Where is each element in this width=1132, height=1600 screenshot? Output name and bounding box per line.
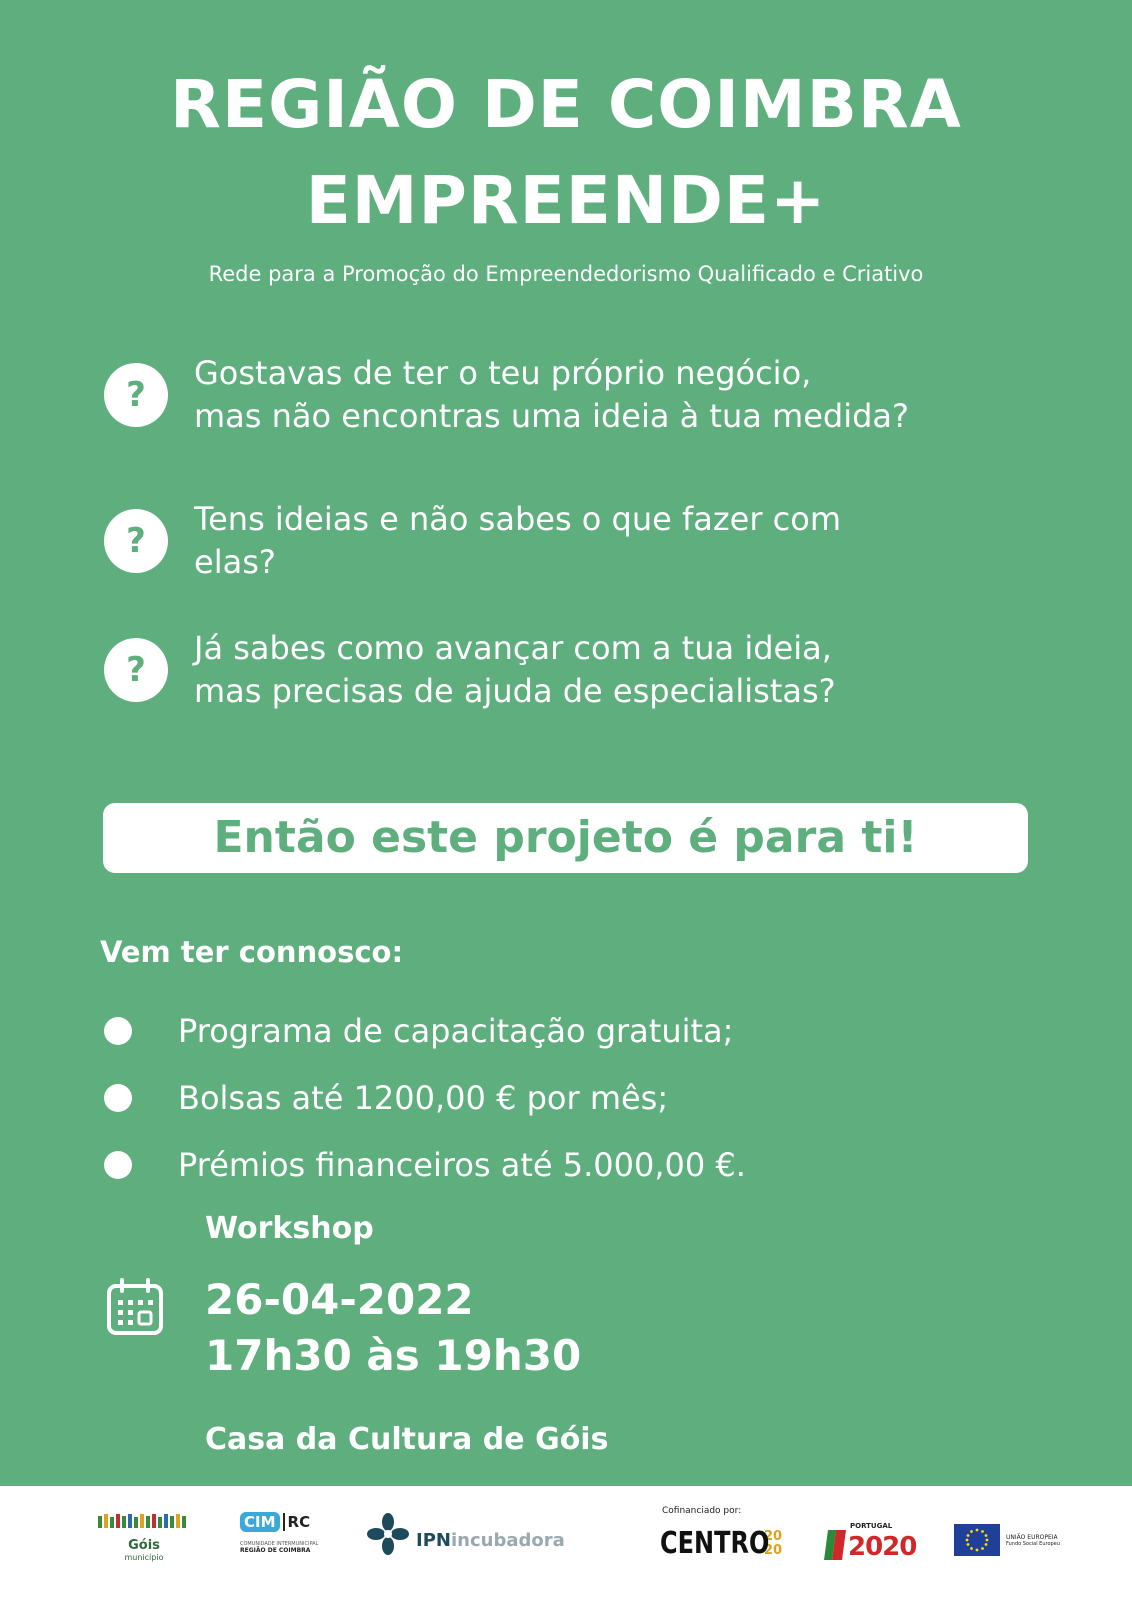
- question-icon: ?: [104, 509, 168, 573]
- vem-heading: Vem ter connosco:: [100, 935, 404, 969]
- bullet-text: Programa de capacitação gratuita;: [178, 1012, 734, 1050]
- question-1-line-1: Gostavas de ter o teu próprio negócio,: [194, 354, 812, 392]
- eu-flag-icon: [954, 1524, 1000, 1556]
- title-line-2: EMPREENDE+: [305, 162, 827, 239]
- centro-text: CENTRO: [660, 1526, 770, 1561]
- incubadora-text: incubadora: [450, 1530, 565, 1551]
- portugal2020-logo: [824, 1522, 934, 1566]
- ipn-logo: [366, 1512, 596, 1562]
- question-1: [104, 352, 1024, 438]
- cim-subtext-2: REGIÃO DE COIMBRA: [240, 1547, 311, 1554]
- footer-logos: [0, 1486, 1132, 1600]
- bullet-item: [104, 1012, 733, 1050]
- event-date: 26-04-2022: [205, 1275, 474, 1324]
- question-2: [104, 498, 1024, 584]
- bullet-dot: [104, 1017, 132, 1045]
- eu-logo: [954, 1524, 1060, 1556]
- title-line-1: REGIÃO DE COIMBRA: [170, 66, 962, 143]
- bullet-dot: [104, 1084, 132, 1112]
- bullet-item: [104, 1146, 746, 1184]
- bullet-dot: [104, 1151, 132, 1179]
- cim-subtext-1: COMUNIDADE INTERMUNICIPAL: [240, 1541, 319, 1547]
- question-2-line-2: elas?: [194, 543, 276, 581]
- question-2-line-1: Tens ideias e não sabes o que fazer com: [194, 500, 842, 538]
- subtitle: Rede para a Promoção do Empreendedorismo Qualificado e Criativo: [208, 262, 924, 286]
- question-1-line-2: mas não encontras uma ideia à tua medida?: [194, 397, 909, 435]
- event-location: Casa da Cultura de Góis: [205, 1422, 609, 1457]
- rc-text: RC: [283, 1513, 311, 1531]
- cofinanciado-label: Cofinanciado por:: [662, 1506, 742, 1516]
- question-3: [104, 627, 1024, 713]
- gois-logo: [96, 1512, 192, 1562]
- bullet-text: Prémios financeiros até 5.000,00 €.: [178, 1146, 746, 1184]
- portugal-label: PORTUGAL: [850, 1522, 893, 1530]
- gois-text: Góis: [128, 1538, 160, 1553]
- question-3-line-2: mas precisas de ajuda de especialistas?: [194, 672, 836, 710]
- bullet-item: [104, 1079, 668, 1117]
- event-time: 17h30 às 19h30: [205, 1331, 582, 1380]
- workshop-label: Workshop: [205, 1211, 374, 1246]
- gois-bars-icon: [96, 1512, 192, 1528]
- centro-num: 2020: [764, 1528, 783, 1558]
- question-icon: ?: [104, 638, 168, 702]
- cta-banner: Então este projeto é para ti!: [103, 803, 1028, 873]
- ipn-flower-icon: [366, 1512, 410, 1556]
- cim-text: CIM: [240, 1512, 280, 1532]
- portugal-num: 2020: [848, 1532, 917, 1562]
- calendar-icon: [106, 1278, 164, 1336]
- question-3-line-1: Já sabes como avançar com a tua ideia,: [194, 629, 832, 667]
- gois-subtext: município: [124, 1553, 164, 1562]
- bullet-text: Bolsas até 1200,00 € por mês;: [178, 1079, 669, 1117]
- centro2020-logo: [660, 1526, 786, 1561]
- portugal-flag-icon: [824, 1528, 846, 1562]
- eu-text-2: Fundo Social Europeu: [1006, 1540, 1060, 1547]
- eu-text-1: UNIÃO EUROPEIA: [1006, 1533, 1058, 1541]
- question-icon: ?: [104, 363, 168, 427]
- cim-rc-logo: [240, 1512, 320, 1554]
- ipn-text: IPN: [416, 1530, 451, 1551]
